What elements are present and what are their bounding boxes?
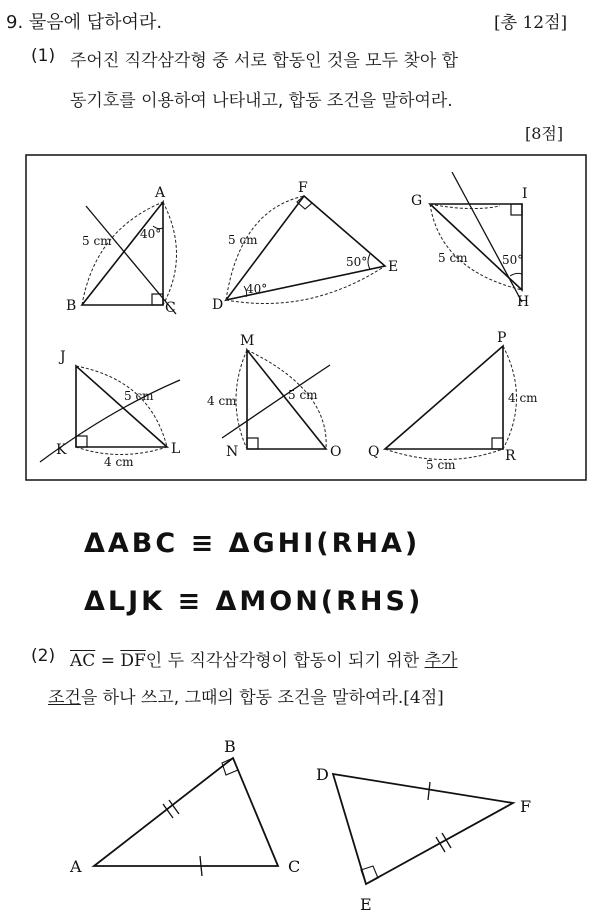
label-q: Q bbox=[368, 444, 380, 460]
triangle-def bbox=[212, 180, 398, 313]
label-k: K bbox=[56, 442, 67, 458]
p2-label-d: D bbox=[316, 765, 329, 784]
part1-line1: 주어진 직각삼각형 중 서로 합동인 것을 모두 찾아 합 bbox=[70, 51, 459, 71]
label-p: P bbox=[497, 330, 507, 346]
label-h: H bbox=[517, 294, 530, 310]
label-n: N bbox=[226, 444, 239, 460]
label-c: C bbox=[165, 300, 176, 316]
answer-line-1: ΔABC ≡ ΔGHI(RHA) bbox=[84, 528, 421, 559]
p2-label-f: F bbox=[520, 797, 532, 816]
pqr-right-label: 4 cm bbox=[508, 391, 538, 405]
label-g: G bbox=[411, 193, 423, 209]
p2-label-c: C bbox=[288, 857, 301, 876]
ghi-side-label: 5 cm bbox=[438, 251, 468, 265]
abc-side-label: 5 cm bbox=[82, 234, 112, 248]
underlined-additional: 추가 bbox=[424, 651, 458, 671]
label-i: I bbox=[522, 186, 528, 202]
part2-points: [4점] bbox=[403, 688, 444, 708]
def-angle-d-label: 40° bbox=[246, 282, 268, 296]
def-angle-e-label: 50° bbox=[346, 255, 368, 269]
triangle-pqr bbox=[368, 330, 538, 472]
label-j: J bbox=[60, 349, 66, 365]
label-l: L bbox=[171, 441, 181, 457]
triangle-mno bbox=[207, 333, 341, 460]
label-a: A bbox=[155, 185, 166, 201]
segment-df: $\overline{DF}$ bbox=[120, 651, 146, 671]
mno-hyp-label: 5 cm bbox=[288, 388, 318, 402]
jkl-base-label: 4 cm bbox=[104, 455, 134, 469]
part1-points: [8점] bbox=[525, 124, 564, 143]
pqr-base-label: 5 cm bbox=[426, 458, 456, 472]
ghi-angle-label: 50° bbox=[502, 253, 524, 267]
underlined-condition: 조건 bbox=[48, 688, 81, 708]
part2-triangle-def bbox=[316, 765, 531, 914]
label-m: M bbox=[240, 333, 255, 349]
part2-line1: $\overline{AC} = \overline{DF}$인 두 직각삼각형이 합동이 되기 위한 추가 bbox=[70, 651, 458, 671]
p2-label-a: A bbox=[70, 857, 82, 876]
p2-label-b: B bbox=[224, 737, 236, 756]
part2-line2: 조건을 하나 쓰고, 그때의 합동 조건을 말하여라.[4점] bbox=[48, 688, 444, 708]
part2-label: (2) bbox=[31, 646, 56, 666]
label-f: F bbox=[298, 180, 308, 196]
part1-label: (1) bbox=[31, 46, 56, 66]
def-side-label: 5 cm bbox=[228, 233, 258, 247]
label-e: E bbox=[388, 259, 399, 275]
triangle-abc bbox=[66, 185, 177, 316]
triangle-jkl bbox=[40, 349, 180, 469]
triangle-ghi bbox=[411, 172, 529, 310]
total-points: [총 12점] bbox=[494, 13, 568, 33]
question-title: 9. 물음에 답하여라. bbox=[6, 12, 163, 33]
answer-line-2: ΔLJK ≡ ΔMON(RHS) bbox=[84, 586, 424, 617]
p2-label-e: E bbox=[360, 895, 372, 914]
segment-ac: $\overline{AC}$ bbox=[70, 651, 96, 671]
part2-triangle-abc bbox=[69, 737, 300, 876]
label-d: D bbox=[212, 297, 224, 313]
abc-angle-label: 40° bbox=[140, 227, 162, 241]
label-r: R bbox=[505, 448, 516, 464]
mno-left-label: 4 cm bbox=[207, 394, 237, 408]
jkl-hyp-label: 5 cm bbox=[124, 389, 154, 403]
label-o: O bbox=[330, 444, 342, 460]
label-b: B bbox=[66, 298, 77, 314]
part1-line2: 동기호를 이용하여 나타내고, 합동 조건을 말하여라. bbox=[70, 91, 453, 111]
